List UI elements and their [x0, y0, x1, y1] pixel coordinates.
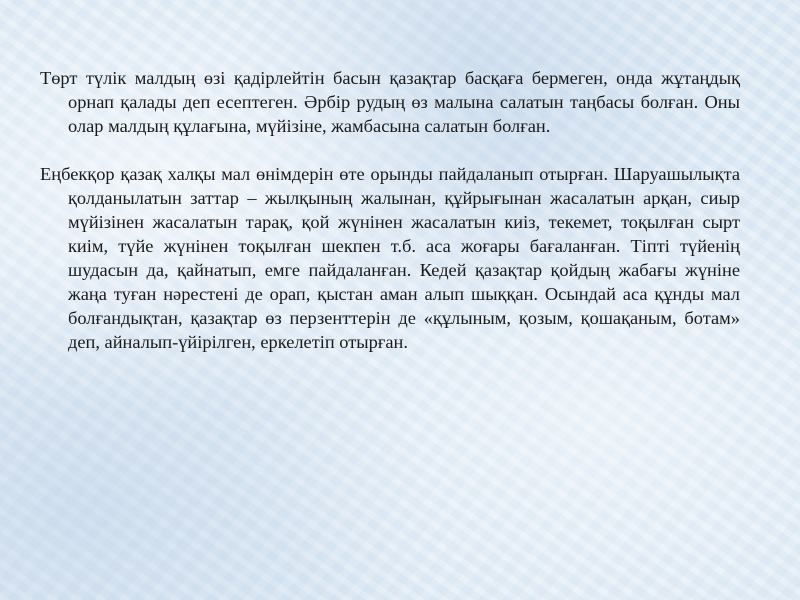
paragraph-livestock-brands: Төрт түлік малдың өзі қадірлейтін басын қазақтар басқаға бермеген, онда жұтаңдық орнап қалады деп есептеген. Әрбір рудың өз малына салатын таңбасы болған. Оны олар малдың құлағына, мүйізіне, жамбасына салатын болған.: [40, 68, 740, 136]
paragraph-livestock-products: Еңбекқор қазақ халқы мал өнімдерін өте орынды пайдаланып отырған. Шаруашылықта қолданылатын заттар – жылқының жалынан, құйрығынан жасалатын арқан, сиыр мүйізінен жасалатын тарақ, қой жүнінен жасалатын киіз, текемет, тоқылған сырт киім, түйе жүнінен тоқылған шекпен т.б. аса жоғары бағаланған. Тіпті түйенің шудасын да, қайнатып, емге пайдаланған. Кедей қазақтар қойдың жабағы жүніне жаңа туған нәрестені де орап, қыстан аман алып шыққан. Осындай аса құнды мал болғандықтан, қазақтар өз перзенттерін де «құлыным, қозым, қошақаным, ботам» деп, айналып-үйірілген, еркелетіп отырған.: [40, 164, 740, 352]
slide-text-body: [40, 66, 740, 354]
